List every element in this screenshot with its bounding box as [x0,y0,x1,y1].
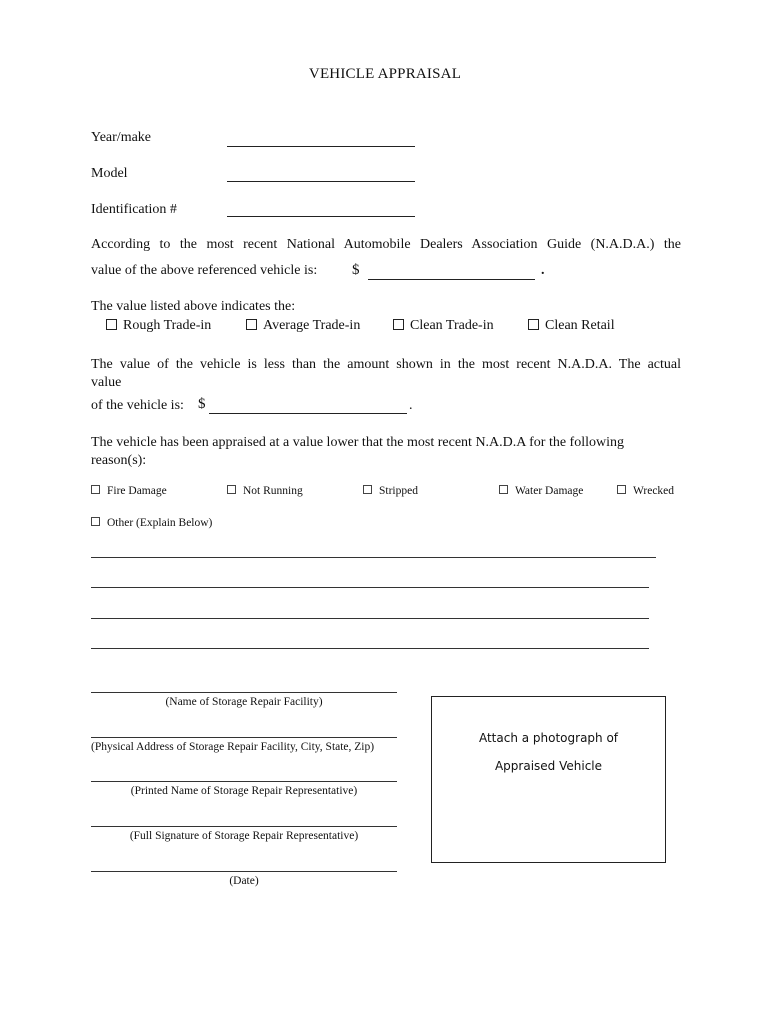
year-make-field[interactable] [227,146,415,147]
reason-water-damage[interactable]: Water Damage [499,485,583,497]
photo-box-line2: Appraised Vehicle [494,759,603,773]
representative-printed-caption: (Printed Name of Storage Repair Representative) [130,785,358,797]
option-clean-retail[interactable]: Clean Retail [528,318,615,334]
checkbox-icon[interactable] [91,517,100,526]
option-average-trade-in[interactable]: Average Trade-in [246,318,360,334]
storage-facility-name-caption: (Name of Storage Repair Facility) [165,696,323,708]
checkbox-icon[interactable] [499,485,508,494]
model-label: Model [91,166,128,181]
less-than-line3: of the vehicle is: [91,398,184,413]
option-clean-trade-in[interactable]: Clean Trade-in [393,318,494,334]
reason-other[interactable]: Other (Explain Below) [91,517,212,529]
reason-stripped[interactable]: Stripped [363,485,418,497]
identification-label: Identification # [91,202,177,217]
explanation-line[interactable] [91,557,656,558]
photo-box-line1: Attach a photograph of [478,731,619,745]
explanation-line[interactable] [91,587,649,588]
photo-attachment-box[interactable] [431,696,666,863]
explanation-line[interactable] [91,618,649,619]
appraised-lower-line1: The vehicle has been appraised at a value lower that the most recent N.A.D.A for the following [91,435,624,450]
reason-fire-damage[interactable]: Fire Damage [91,485,167,497]
nada-value-field[interactable] [368,279,535,280]
storage-facility-name-line[interactable] [91,692,397,693]
less-than-line2: value [91,375,122,390]
nada-statement-line2: value of the above referenced vehicle is: [91,263,318,278]
representative-printed-line[interactable] [91,781,397,782]
storage-facility-address-caption: (Physical Address of Storage Repair Facility, City, State, Zip) [91,741,375,753]
representative-signature-caption: (Full Signature of Storage Repair Representative) [129,830,359,842]
actual-currency-symbol: $ [198,396,206,412]
actual-period: . [409,398,413,413]
model-field[interactable] [227,181,415,182]
checkbox-icon[interactable] [106,319,117,330]
checkbox-icon[interactable] [617,485,626,494]
page-title: VEHICLE APPRAISAL [308,66,462,82]
value-indicates-label: The value listed above indicates the: [91,299,296,314]
nada-period: . [541,263,545,278]
reason-wrecked[interactable]: Wrecked [617,485,674,497]
reason-not-running[interactable]: Not Running [227,485,303,497]
year-make-label: Year/make [91,130,152,145]
representative-signature-line[interactable] [91,826,397,827]
actual-value-field[interactable] [209,413,407,414]
checkbox-icon[interactable] [91,485,100,494]
less-than-line1: The value of the vehicle is less than the amount shown in the most recent N.A.D.A. The actual [91,357,681,372]
checkbox-icon[interactable] [363,485,372,494]
explanation-line[interactable] [91,648,649,649]
identification-field[interactable] [227,216,415,217]
checkbox-icon[interactable] [246,319,257,330]
date-line[interactable] [91,871,397,872]
checkbox-icon[interactable] [528,319,539,330]
option-rough-trade-in[interactable]: Rough Trade-in [106,318,211,334]
storage-facility-address-line[interactable] [91,737,397,738]
appraised-lower-line2: reason(s): [91,453,147,468]
nada-statement-line1: According to the most recent National Automobile Dealers Association Guide (N.A.D.A.) the [91,237,681,252]
checkbox-icon[interactable] [393,319,404,330]
date-caption: (Date) [229,875,259,887]
checkbox-icon[interactable] [227,485,236,494]
nada-currency-symbol: $ [352,262,360,278]
